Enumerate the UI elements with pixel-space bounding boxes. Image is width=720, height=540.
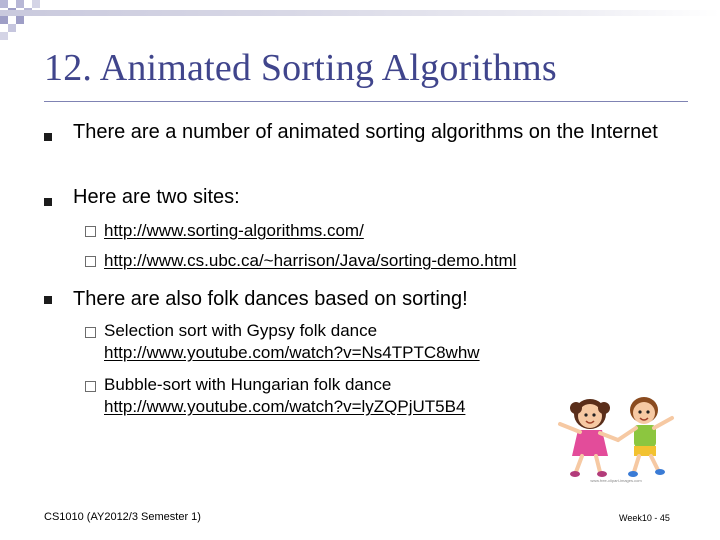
sub-bullet-item <box>104 374 624 418</box>
sub-bullet-checkbox-icon <box>85 381 96 392</box>
sub-bullet-checkbox-icon <box>85 327 96 338</box>
sub-bullet-checkbox-icon <box>85 226 96 237</box>
footer-page-number: Week10 - 45 <box>619 513 670 523</box>
sub-bullet-text: Bubble-sort with Hungarian folk dance <box>104 375 392 394</box>
bubble-sort-video-link[interactable]: http://www.youtube.com/watch?v=lyZQPjUT5B4 <box>104 397 466 416</box>
clipart-caption: www.free-clipart-images.com <box>590 478 642 483</box>
bullet-text: There are also folk dances based on sorting! <box>73 288 468 310</box>
bullet-text: There are a number of animated sorting algorithms on the Internet <box>73 121 658 143</box>
sub-bullet-item <box>104 250 624 272</box>
dancing-children-clipart <box>552 380 680 484</box>
sorting-algorithms-link[interactable]: http://www.sorting-algorithms.com/ <box>104 221 364 240</box>
bullet-marker <box>44 133 52 141</box>
selection-sort-video-link[interactable]: http://www.youtube.com/watch?v=Ns4TPTC8whw <box>104 343 480 362</box>
header-gradient-bar <box>0 10 720 16</box>
checkered-corner-decoration <box>0 0 48 48</box>
footer-course-label: CS1010 (AY2012/3 Semester 1) <box>44 511 201 523</box>
slide-title: 12. Animated Sorting Algorithms <box>44 47 557 89</box>
sub-bullet-item <box>104 320 624 364</box>
sub-bullet-checkbox-icon <box>85 256 96 267</box>
sub-bullet-text: Selection sort with Gypsy folk dance <box>104 321 378 340</box>
bullet-text: Here are two sites: <box>73 186 240 208</box>
title-underline <box>44 101 688 102</box>
bullet-marker <box>44 198 52 206</box>
ubc-sorting-demo-link[interactable]: http://www.cs.ubc.ca/~harrison/Java/sorting-demo.html <box>104 251 517 270</box>
bullet-marker <box>44 296 52 304</box>
sub-bullet-item <box>104 220 624 242</box>
